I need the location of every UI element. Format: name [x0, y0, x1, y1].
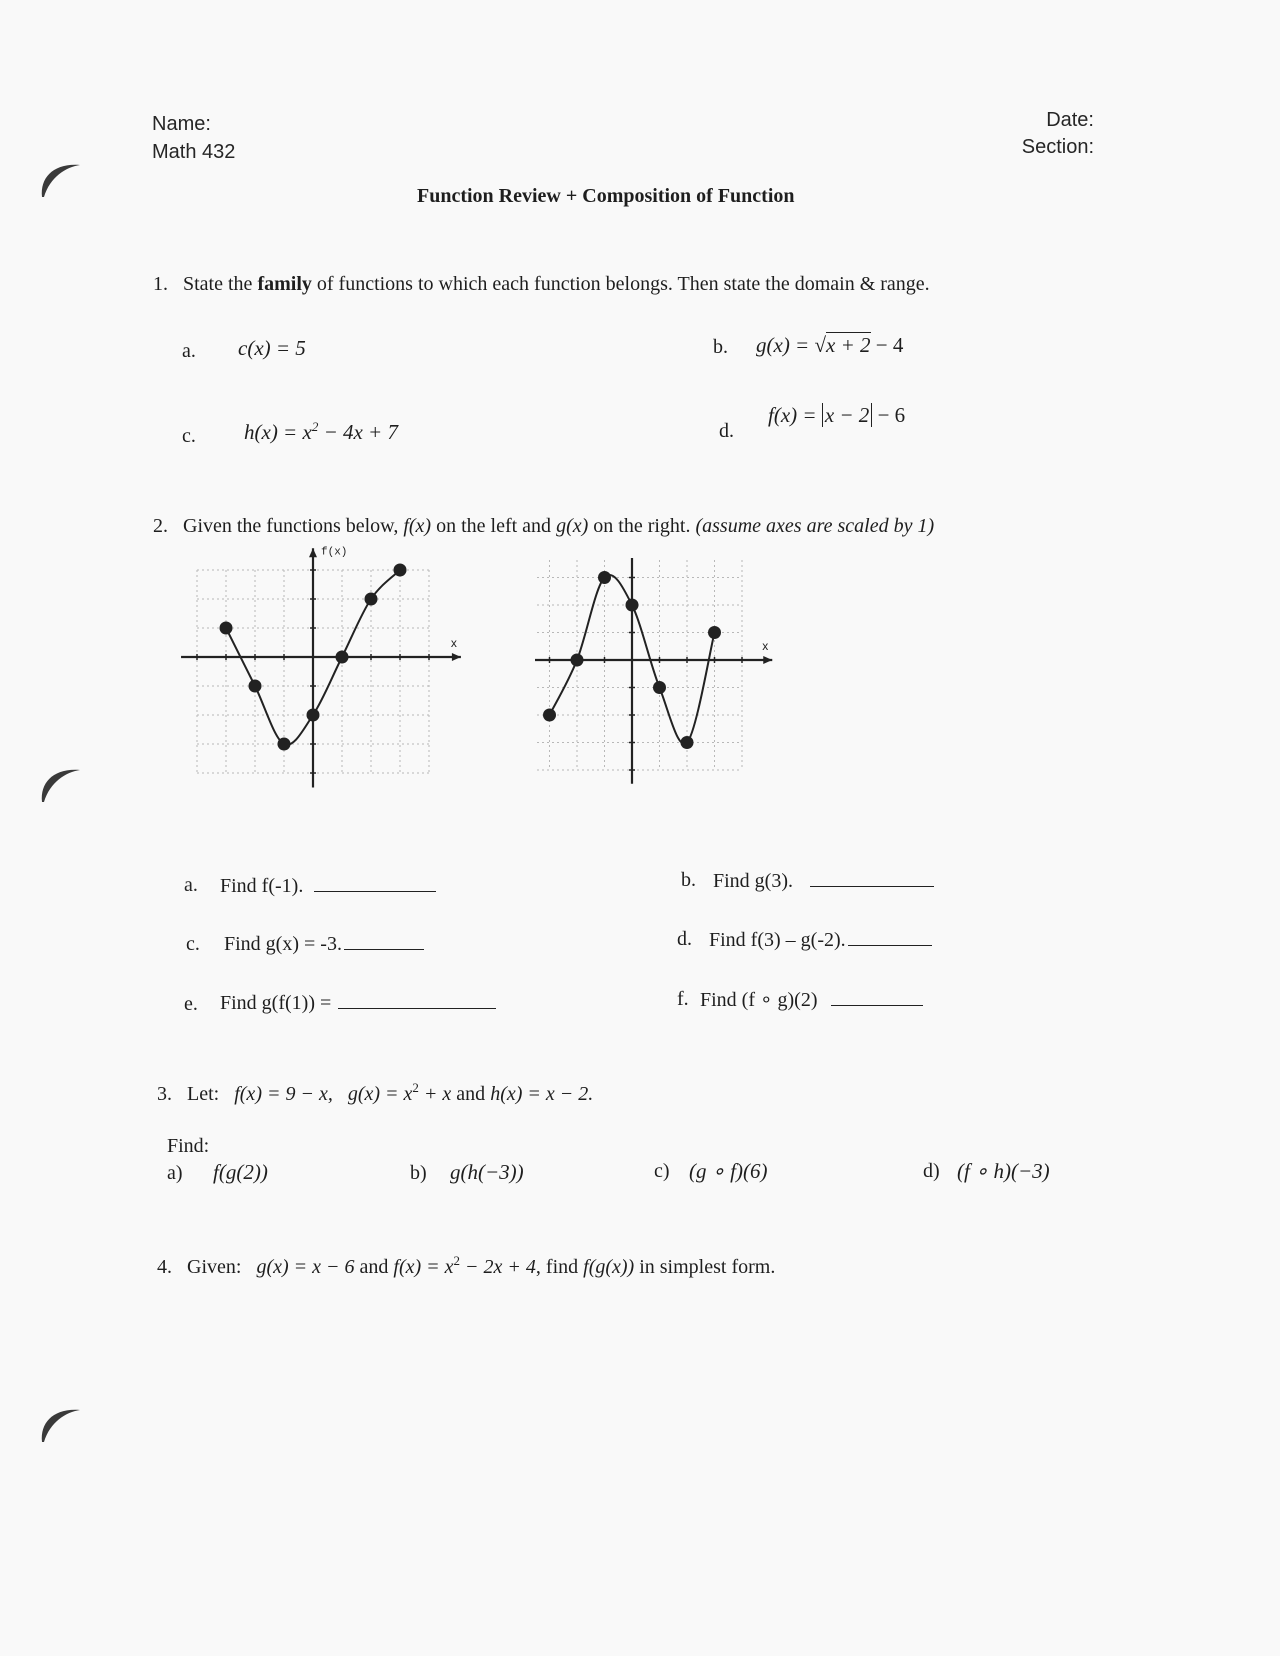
q1d-label: d.	[719, 420, 734, 442]
q2d-text: Find f(3) – g(-2).	[709, 929, 846, 951]
q3-f-def: f(x) = 9 − x,	[234, 1083, 333, 1105]
q2c-label: c.	[186, 933, 200, 955]
q1d-expression	[768, 403, 905, 428]
q1a-expr: c(x) = 5	[238, 336, 306, 360]
data-point	[394, 564, 407, 577]
data-point	[653, 681, 666, 694]
data-point	[365, 593, 378, 606]
q2b-answer-blank[interactable]	[810, 868, 934, 887]
graph-f	[180, 545, 490, 855]
data-point	[336, 651, 349, 664]
q3b-label: b)	[410, 1162, 427, 1184]
q4-tail-expr: f(g(x))	[583, 1256, 635, 1278]
q2f-answer-blank[interactable]	[831, 987, 923, 1006]
q3-let: Let:	[187, 1083, 220, 1105]
q1d-pre: f(x) =	[768, 403, 822, 427]
q3b-expr: g(h(−3))	[450, 1160, 524, 1184]
q2f-label: f.	[677, 988, 689, 1010]
q2d	[709, 927, 932, 952]
q1d-post: − 6	[872, 403, 906, 427]
name-label: Name:	[152, 113, 211, 135]
page-title: Function Review + Composition of Function	[417, 185, 795, 207]
q2a-label: a.	[184, 874, 198, 896]
q2-note: (assume axes are scaled by 1)	[695, 515, 935, 537]
course-label: Math 432	[152, 141, 236, 163]
q2-prompt	[153, 515, 934, 538]
q4-prompt	[157, 1253, 776, 1279]
binder-hole-icon	[36, 155, 86, 201]
q4-f-post: − 2x + 4	[460, 1256, 536, 1278]
q2e	[220, 990, 496, 1015]
q1-text-bold: family	[257, 273, 312, 295]
data-point	[220, 622, 233, 635]
q1c-expression	[244, 420, 398, 445]
q3a-expr: f(g(2))	[213, 1160, 268, 1184]
q3c-label: c)	[654, 1160, 670, 1182]
q1a-label: a.	[182, 340, 196, 362]
q2b	[713, 868, 934, 893]
q3-and: and	[456, 1083, 486, 1105]
data-point	[598, 571, 611, 584]
q2a-answer-blank[interactable]	[314, 873, 436, 892]
q4-g-def: g(x) = x − 6	[256, 1256, 355, 1278]
data-point	[278, 738, 291, 751]
q2-number: 2.	[153, 515, 168, 537]
q2b-text: Find g(3).	[713, 870, 793, 892]
q2-text-f: f(x)	[403, 515, 432, 537]
q4-tail-pre: , find	[535, 1256, 584, 1278]
section-label: Section:	[1021, 136, 1094, 158]
q4-number: 4.	[157, 1256, 172, 1278]
q3-prompt	[157, 1080, 594, 1106]
q1a-expression	[238, 336, 306, 361]
q2-text-mid2: on the right.	[588, 515, 696, 537]
q1-text-pre: State the	[183, 273, 258, 295]
q2c	[224, 931, 424, 956]
date-label: Date:	[1046, 109, 1094, 131]
data-point	[543, 709, 556, 722]
q1-number: 1.	[153, 273, 168, 295]
q1c-label: c.	[182, 425, 196, 447]
data-point	[626, 599, 639, 612]
x-axis-label: x	[762, 639, 769, 653]
q1c-exp: 2	[311, 419, 319, 434]
q3a-label: a)	[167, 1162, 183, 1184]
x-axis-arrow-icon	[452, 653, 461, 661]
q3-find-label: Find:	[167, 1135, 210, 1157]
q2a	[220, 873, 436, 898]
q1b-expression	[756, 333, 903, 358]
q1b-post: − 4	[870, 333, 904, 357]
q1b-radicand: x + 2	[826, 333, 871, 357]
q2-text-mid: on the left and	[431, 515, 557, 537]
q4-f-exp: 2	[453, 1253, 461, 1268]
q3d-label: d)	[923, 1160, 940, 1182]
data-point	[571, 654, 584, 667]
q2c-text: Find g(x) = -3.	[224, 933, 342, 955]
q2e-answer-blank[interactable]	[338, 990, 496, 1009]
q2-text-pre: Given the functions below,	[183, 515, 404, 537]
q3-h-def: h(x) = x − 2.	[490, 1083, 594, 1105]
q2e-label: e.	[184, 993, 198, 1015]
q3-g-pre: g(x) = x	[347, 1083, 413, 1105]
q3-g-post: + x	[418, 1083, 452, 1105]
data-point	[249, 680, 262, 693]
q4-tail-post: in simplest form.	[634, 1256, 776, 1278]
q3-number: 3.	[157, 1083, 172, 1105]
q2f-text: Find (f ∘ g)(2)	[700, 989, 818, 1011]
q1b-pre: g(x) = √	[756, 333, 827, 357]
q1c-pre: h(x) = x	[244, 420, 312, 444]
q2d-answer-blank[interactable]	[848, 927, 932, 946]
q4-given: Given:	[187, 1256, 242, 1278]
q1d-abs: x − 2	[822, 403, 873, 427]
q2d-label: d.	[677, 928, 692, 950]
q1-prompt	[153, 273, 930, 296]
y-axis-arrow-icon	[309, 548, 317, 557]
q2a-text: Find f(-1).	[220, 875, 304, 897]
graph-g	[535, 558, 825, 858]
q1b-label: b.	[713, 336, 728, 358]
q3d-expr: (f ∘ h)(−3)	[957, 1159, 1050, 1183]
binder-hole-icon	[36, 1400, 86, 1446]
data-point	[681, 736, 694, 749]
binder-hole-icon	[36, 760, 86, 806]
y-axis-label: f(x)	[321, 546, 348, 559]
q3-g-exp: 2	[412, 1080, 419, 1095]
data-point	[307, 709, 320, 722]
q1c-post: − 4x + 7	[318, 420, 398, 444]
q4-and: and	[359, 1256, 389, 1278]
data-point	[708, 626, 721, 639]
q2f	[700, 987, 923, 1012]
x-axis-arrow-icon	[763, 656, 772, 664]
q3c-expr: (g ∘ f)(6)	[689, 1159, 768, 1183]
q2e-text: Find g(f(1)) =	[220, 992, 332, 1014]
q2c-answer-blank[interactable]	[344, 931, 424, 950]
x-axis-label: x	[450, 636, 457, 650]
q1-text-post: of functions to which each function belongs. Then state the domain & range.	[311, 273, 930, 295]
q2b-label: b.	[681, 869, 696, 891]
q2-text-g: g(x)	[556, 515, 589, 537]
q4-f-pre: f(x) = x	[393, 1256, 454, 1278]
